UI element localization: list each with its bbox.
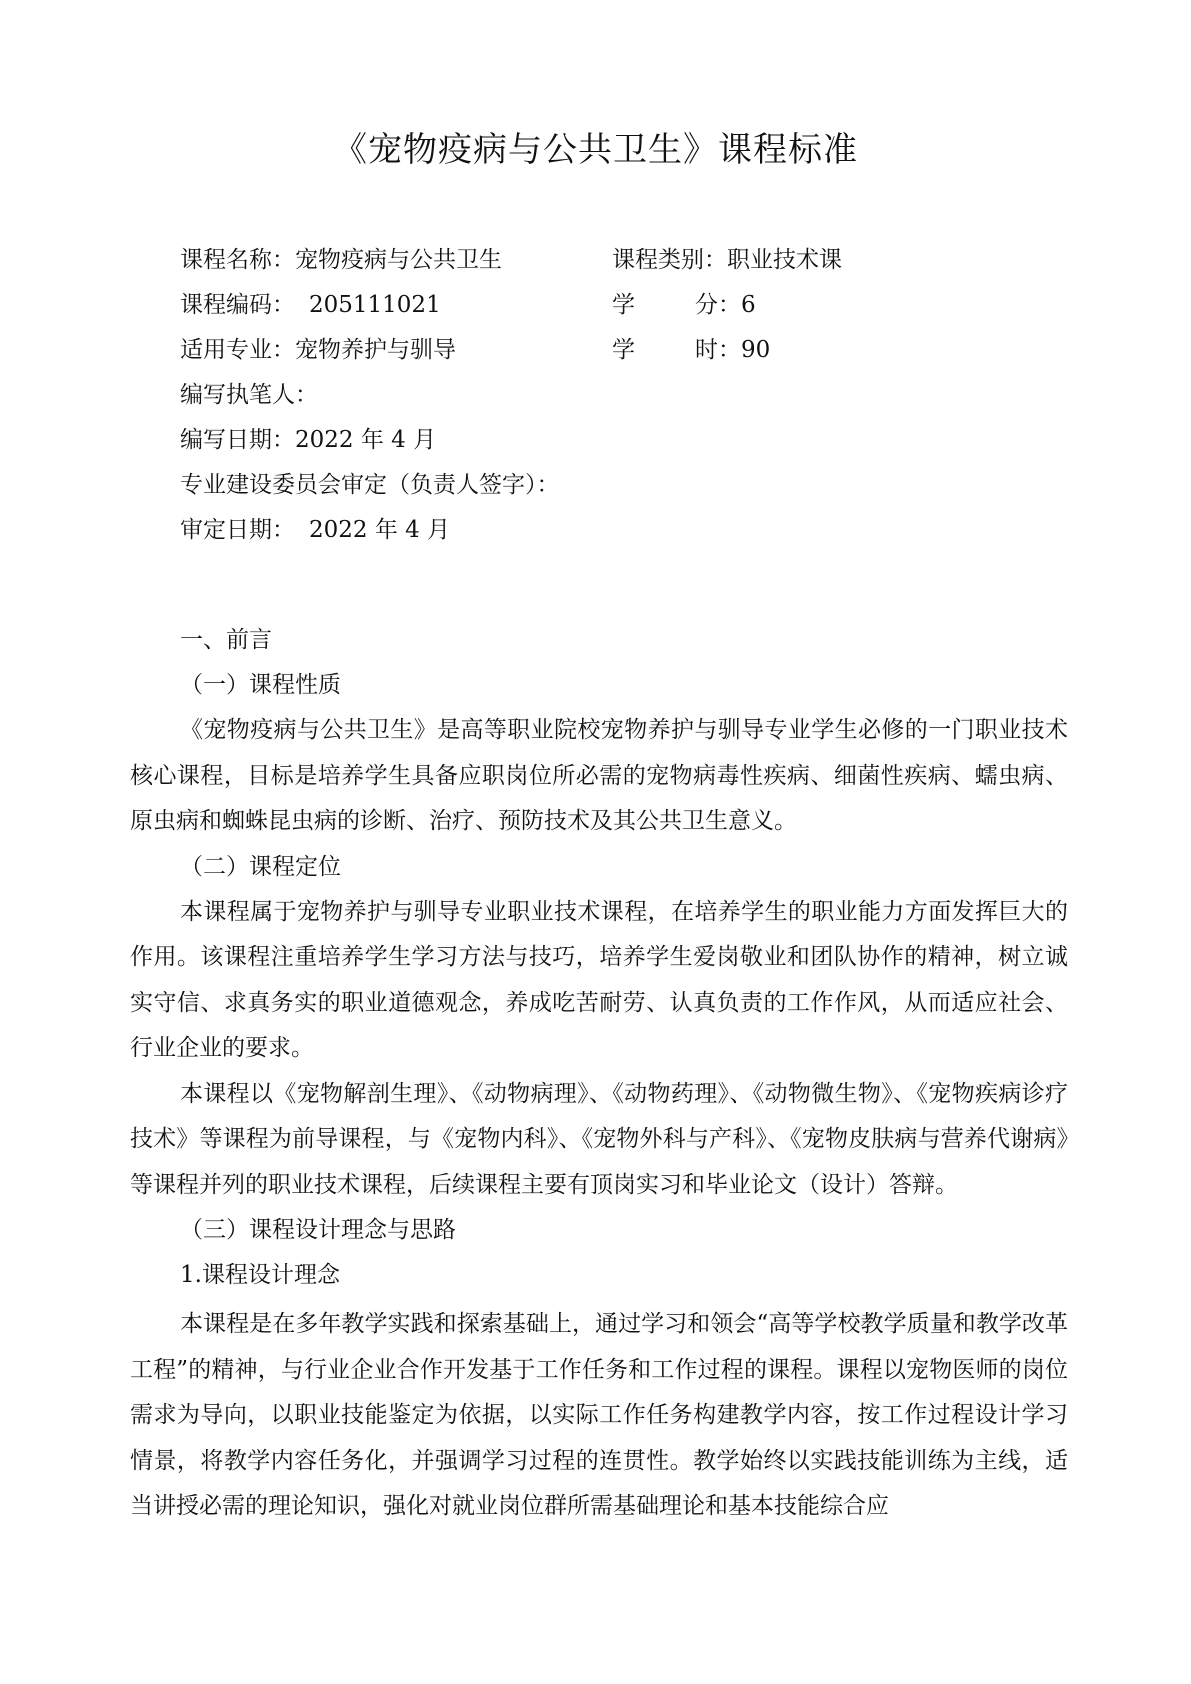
write-date-label: 编写日期： xyxy=(180,427,295,453)
write-date-value: 2022 年 4 月 xyxy=(295,427,437,453)
credit-field xyxy=(612,290,756,320)
major-value: 宠物养护与驯导 xyxy=(295,337,456,363)
paragraph-design-concept: 本课程是在多年教学实践和探索基础上，通过学习和领会“高等学校教学质量和教学改革工程”的精神，与行业企业合作开发基于工作任务和工作过程的课程。课程以宠物医师的岗位需求为导向，以职业技能鉴定为依据，以实际工作任务构建教学内容，按工作过程设计学习情景，将教学内容任务化，并强调学习过程的连贯性。教学始终以实践技能训练为主线，适当讲授必需的理论知识，强化对就业岗位群所需基础理论和基本技能综合应 xyxy=(130,1311,1068,1519)
approve-date-label: 审定日期： xyxy=(180,517,295,543)
committee-label: 专业建设委员会审定（负责人签字）： xyxy=(180,472,560,498)
document-title: 《宠物疫病与公共卫生》课程标准 xyxy=(333,130,858,170)
write-date-field xyxy=(180,425,436,455)
course-code-label: 课程编码： xyxy=(180,292,295,318)
hours-label-first: 学 xyxy=(612,337,635,363)
section-heading-preface: 一、前言 xyxy=(180,627,272,653)
meta-row-author xyxy=(180,380,1080,425)
hours-label-second: 时： xyxy=(695,337,741,363)
meta-row-name-type xyxy=(180,245,1080,290)
course-type-field xyxy=(612,245,842,275)
meta-row-major-hours xyxy=(180,335,1080,380)
committee-field xyxy=(180,470,560,500)
approve-date-value: 2022 年 4 月 xyxy=(309,517,451,543)
course-code-field xyxy=(180,290,441,320)
course-info-block xyxy=(180,245,1080,560)
paragraph-course-nature: 《宠物疫病与公共卫生》是高等职业院校宠物养护与驯导专业学生必修的一门职业技术核心课程，目标是培养学生具备应职岗位所必需的宠物病毒性疾病、细菌性疾病、蠕虫病、原虫病和蜘蛛昆虫病的诊断、治疗、预防技术及其公共卫生意义。 xyxy=(130,717,1068,834)
meta-row-code-credit xyxy=(180,290,1080,335)
major-field xyxy=(180,335,456,365)
paragraph-course-positioning-2: 本课程以《宠物解剖生理》、《动物病理》、《动物药理》、《动物微生物》、《宠物疾病诊疗技术》等课程为前导课程，与《宠物内科》、《宠物外科与产科》、《宠物皮肤病与营养代谢病》等课程并列的职业技术课程，后续课程主要有顶岗实习和毕业论文（设计）答辩。 xyxy=(130,1080,1068,1198)
course-type-label: 课程类别： xyxy=(612,247,727,273)
hours-value: 90 xyxy=(741,337,771,363)
course-type-value: 职业技术课 xyxy=(727,247,842,273)
course-name-label: 课程名称： xyxy=(180,247,295,273)
author-field xyxy=(180,380,318,410)
course-code-value: 205111021 xyxy=(309,292,441,318)
subsection-heading-design: （三）课程设计理念与思路 xyxy=(180,1217,456,1243)
meta-row-approve-date xyxy=(180,515,1080,560)
paragraph-course-positioning-1: 本课程属于宠物养护与驯导专业职业技术课程，在培养学生的职业能力方面发挥巨大的作用。该课程注重培养学生学习方法与技巧，培养学生爱岗敬业和团队协作的精神，树立诚实守信、求真务实的职业道德观念，养成吃苦耐劳、认真负责的工作作风，从而适应社会、行业企业的要求。 xyxy=(130,898,1068,1061)
course-name-field xyxy=(180,245,502,275)
subsection-heading-design-concept: 1.课程设计理念 xyxy=(180,1262,340,1288)
meta-row-write-date xyxy=(180,425,1080,470)
subsection-heading-positioning: （二）课程定位 xyxy=(180,853,341,880)
document-body xyxy=(130,618,1068,1530)
meta-row-committee xyxy=(180,470,1080,515)
credit-label-first: 学 xyxy=(612,292,635,318)
hours-field xyxy=(612,335,770,365)
credit-label-second: 分： xyxy=(695,292,741,318)
approve-date-field xyxy=(180,515,450,545)
major-label: 适用专业： xyxy=(180,337,295,363)
subsection-heading-nature: （一）课程性质 xyxy=(180,672,341,698)
author-label: 编写执笔人： xyxy=(180,382,318,408)
course-name-value: 宠物疫病与公共卫生 xyxy=(295,247,502,273)
credit-value: 6 xyxy=(741,292,756,318)
